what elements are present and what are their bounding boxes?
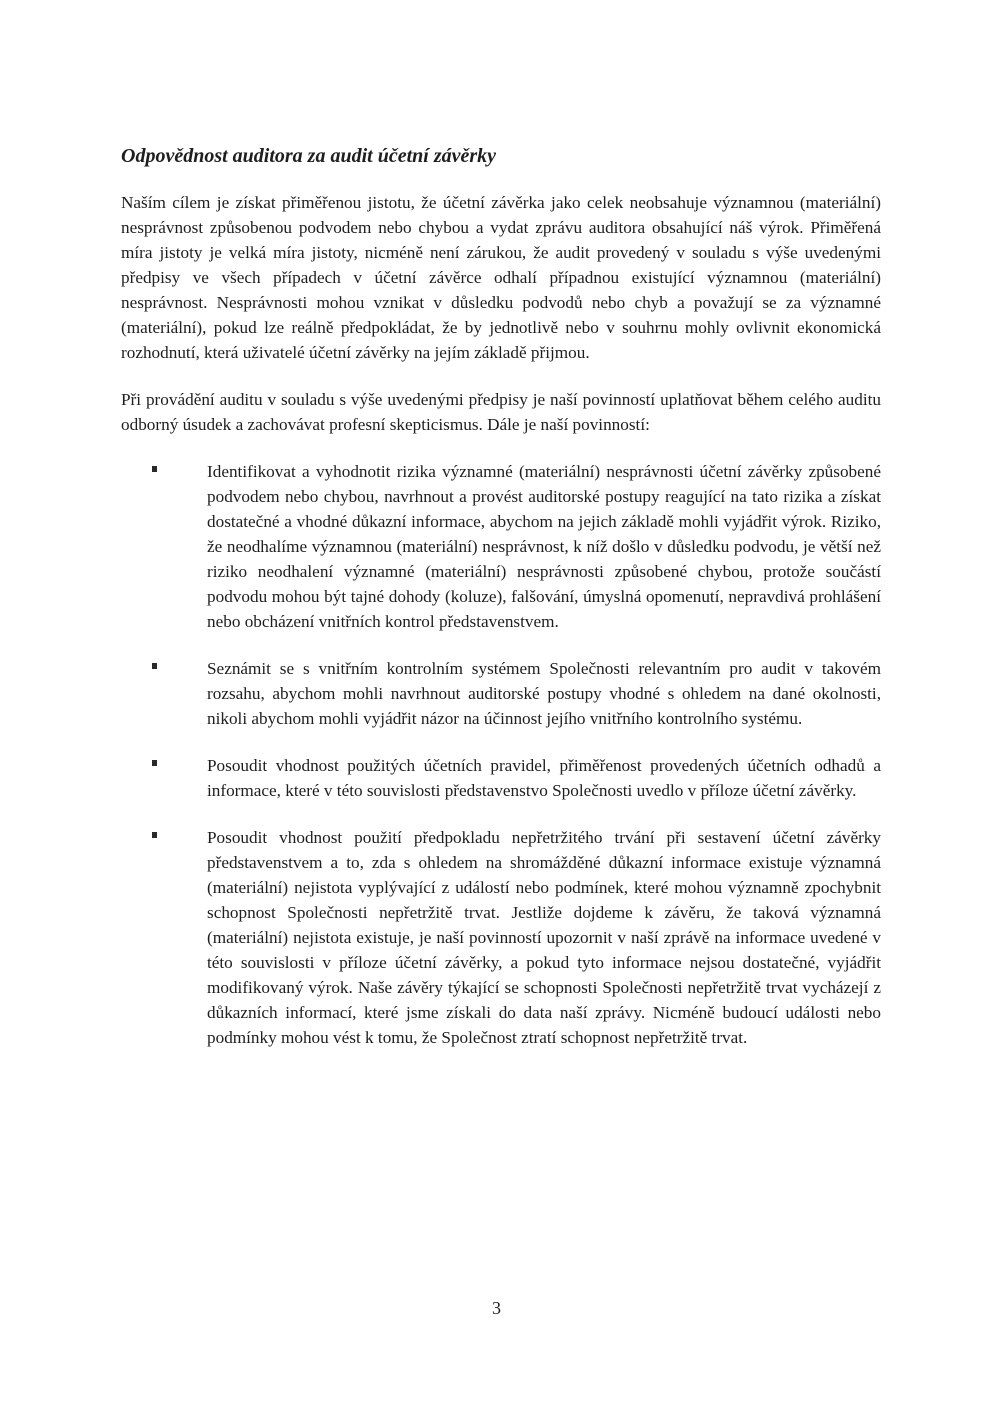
- list-item: [121, 459, 881, 634]
- list-item: [121, 656, 881, 731]
- list-item: [121, 825, 881, 1050]
- paragraph-duties-intro: Při provádění auditu v souladu s výše uvedenými předpisy je naší povinností uplatňovat během celého auditu odborný úsudek a zachovávat profesní skepticismus. Dále je naší povinností:: [121, 390, 881, 434]
- section-heading: Odpovědnost auditora za audit účetní závěrky: [121, 145, 497, 167]
- square-bullet-icon: [152, 760, 157, 766]
- list-item-text: Identifikovat a vyhodnotit rizika významné (materiální) nesprávnosti účetní závěrky způsobené podvodem nebo chybou, navrhnout a provést auditorské postupy reagující na tato rizika a získat dostatečné a vhodné důkazní informace, abychom na jejich základě mohli vyjádřit výrok. Riziko, že neodhalíme významnou (materiální) nesprávnost, k níž došlo v důsledku podvodu, je větší než riziko neodhalení významné (materiální) nesprávnosti způsobené chybou, protože součástí podvodu mohou být tajné dohody (koluze), falšování, úmyslná opomenutí, nepravdivá prohlášení nebo obcházení vnitřních kontrol představenstvem.: [207, 462, 881, 631]
- square-bullet-icon: [152, 466, 157, 472]
- list-item-text: Posoudit vhodnost použitých účetních pravidel, přiměřenost provedených účetních odhadů a informace, které v této souvislosti představenstvo Společnosti uvedlo v příloze účetní závěrky.: [207, 756, 881, 800]
- page-number: 3: [492, 1298, 501, 1318]
- square-bullet-icon: [152, 832, 157, 838]
- list-item: [121, 753, 881, 803]
- list-item-text: Posoudit vhodnost použití předpokladu nepřetržitého trvání při sestavení účetní závěrky představenstvem a to, zda s ohledem na shromážděné důkazní informace existuje významná (materiální) nejistota vyplývající z událostí nebo podmínek, které mohou významně zpochybnit schopnost Společnosti nepřetržitě trvat. Jestliže dojdeme k závěru, že taková významná (materiální) nejistota existuje, je naší povinností upozornit v naší zprávě na informace uvedené v této souvislosti v příloze účetní závěrky, a pokud tyto informace nejsou dostatečné, vyjádřit modifikovaný výrok. Naše závěry týkající se schopnosti Společnosti nepřetržitě trvat vycházejí z důkazních informací, které jsme získali do data naší zprávy. Nicméně budoucí události nebo podmínky mohou vést k tomu, že Společnost ztratí schopnost nepřetržitě trvat.: [207, 828, 881, 1047]
- paragraph-objective: Naším cílem je získat přiměřenou jistotu, že účetní závěrka jako celek neobsahuje významnou (materiální) nesprávnost způsobenou podvodem nebo chybou a vydat zprávu auditora obsahující náš výrok. Přiměřená míra jistoty je velká míra jistoty, nicméně není zárukou, že audit provedený v souladu s výše uvedenými předpisy ve všech případech v účetní závěrce odhalí případnou existující významnou (materiální) nesprávnost. Nesprávnosti mohou vznikat v důsledku podvodů nebo chyb a považují se za významné (materiální), pokud lze reálně předpokládat, že by jednotlivě nebo v souhrnu mohly ovlivnit ekonomická rozhodnutí, která uživatelé účetní závěrky na jejím základě přijmou.: [121, 193, 881, 362]
- list-item-text: Seznámit se s vnitřním kontrolním systémem Společnosti relevantním pro audit v takovém rozsahu, abychom mohli navrhnout auditorské postupy vhodné s ohledem na dané okolnosti, nikoli abychom mohli vyjádřit názor na účinnost jejího vnitřního kontrolního systému.: [207, 659, 881, 728]
- duties-list: [121, 459, 881, 1050]
- square-bullet-icon: [152, 663, 157, 669]
- page-content: [121, 143, 881, 1072]
